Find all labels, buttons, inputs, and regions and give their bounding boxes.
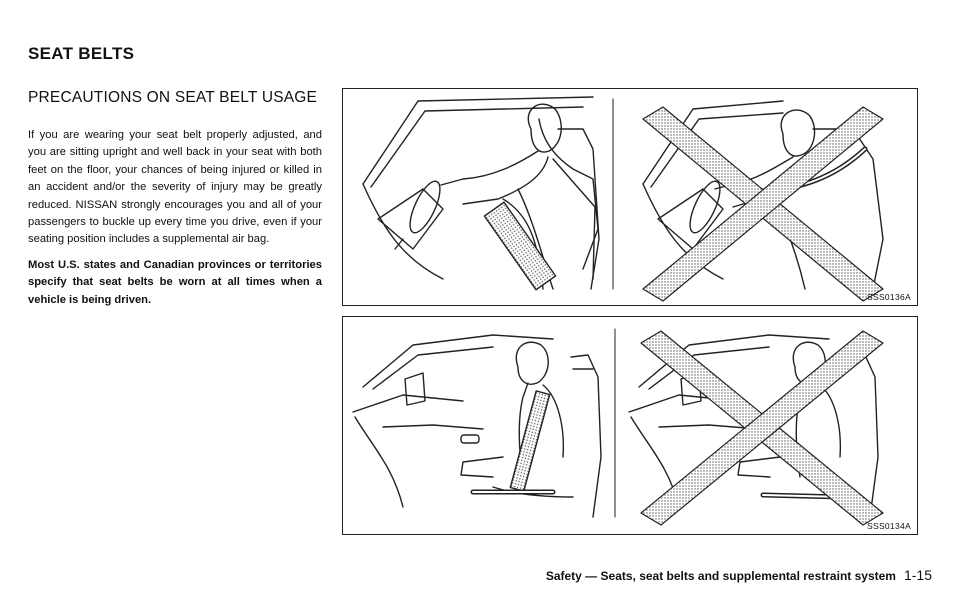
incorrect-passenger-panel bbox=[629, 331, 883, 525]
body-paragraph: If you are wearing your seat belt properly adjusted, and you are sitting upright and well back in your seat with both feet on the floor, your chances of being injured or killed in an accident and/or the severity of injury may be greatly reduced. NISSAN strongly encourages you and all of your passengers to buckle up every time you drive, even if your seating position includes a supplemental air bag. bbox=[28, 129, 322, 246]
driver-seating-drawing bbox=[343, 89, 917, 305]
page-number: 1-15 bbox=[903, 567, 932, 583]
subheading: PRECAUTIONS ON SEAT BELT USAGE bbox=[28, 89, 318, 106]
correct-driver-panel bbox=[363, 97, 613, 290]
section-title: SEAT BELTS bbox=[28, 44, 135, 63]
figure-code: SSS0134A bbox=[867, 521, 911, 531]
chapter-title: Safety — Seats, seat belts and supplemental restraint system bbox=[545, 569, 896, 583]
incorrect-driver-panel bbox=[643, 101, 883, 301]
seat-belt-illustration-driver bbox=[342, 88, 918, 306]
page-footer bbox=[546, 567, 932, 583]
passenger-seating-drawing bbox=[343, 317, 917, 534]
figure-code: SSS0136A bbox=[867, 292, 911, 302]
bold-paragraph: Most U.S. states and Canadian provinces or territories specify that seat belts be worn at all times when a vehicle is being driven. bbox=[28, 259, 322, 306]
seat-belt-illustration-passenger bbox=[342, 316, 918, 535]
correct-passenger-panel bbox=[353, 329, 615, 517]
